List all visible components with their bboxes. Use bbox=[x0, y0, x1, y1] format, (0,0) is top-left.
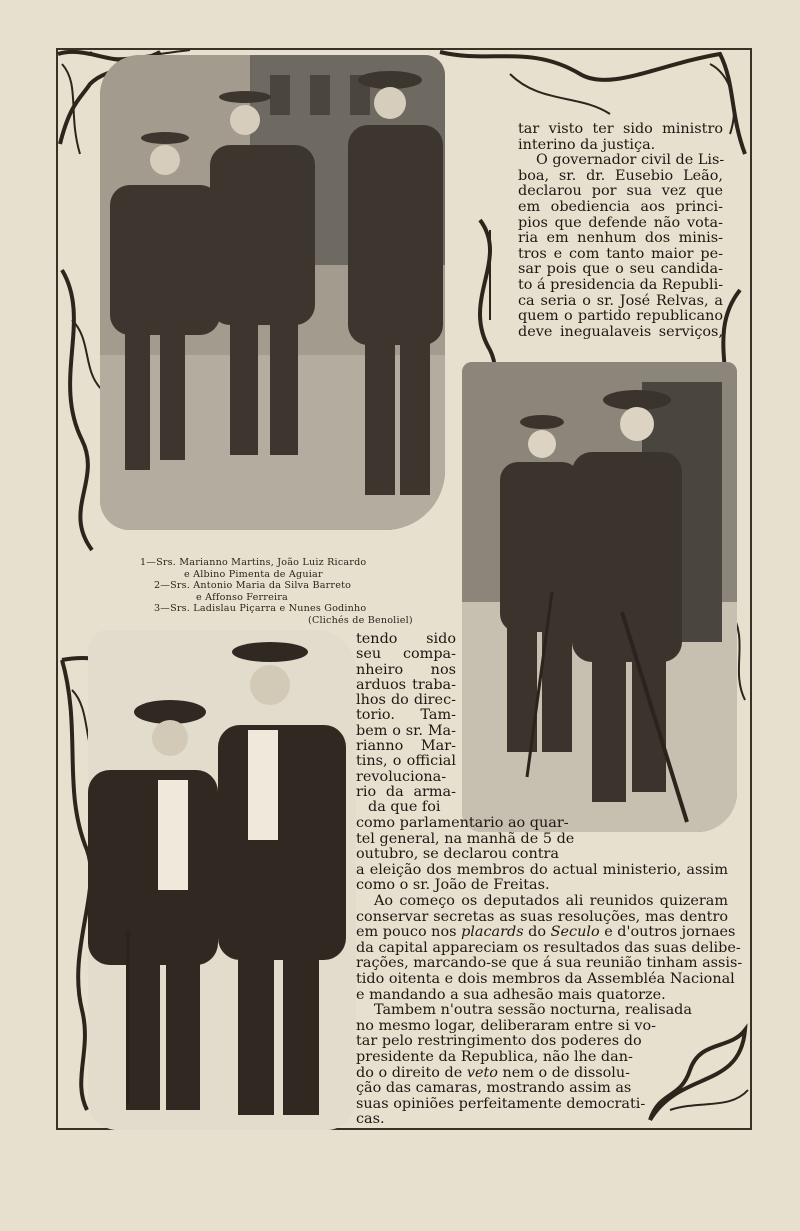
caption-line: e Albino Pimenta de Aguiar bbox=[184, 568, 323, 580]
text-fragment: em pouco nos bbox=[356, 924, 457, 941]
caption-line: 3—Srs. Ladislau Piçarra e Nunes Godinho bbox=[154, 603, 367, 614]
text-line: conservar secretas as suas resoluções, mas dentro bbox=[356, 908, 728, 925]
text-line: tel general, na manhã de 5 de bbox=[356, 830, 575, 847]
text-line: torio. Tam- bbox=[356, 707, 456, 724]
text-line: to á presidencia da Republi- bbox=[518, 276, 724, 293]
text-fragment: do o direito de bbox=[356, 1064, 463, 1081]
text-line: nheiro nos bbox=[356, 661, 456, 678]
text-line: deve inegualaveis serviços, bbox=[518, 323, 723, 340]
text-line: rio da arma- bbox=[356, 783, 456, 800]
text-line: ca seria o sr. José Relvas, a bbox=[518, 292, 723, 309]
text-line: seu compa- bbox=[356, 646, 456, 663]
text-line: a eleição dos membros do actual ministerio, assim bbox=[356, 861, 728, 878]
text-line: interino da justiça. bbox=[518, 136, 656, 153]
caption-line: e Affonso Ferreira bbox=[196, 591, 288, 603]
text-line: tido oitenta e dois membros da Assembléa Nacional bbox=[356, 970, 735, 987]
text-line: tar visto ter sido ministro bbox=[518, 121, 723, 137]
text-line: da que foi bbox=[368, 799, 441, 816]
text-line: bem o sr. Ma- bbox=[356, 722, 456, 739]
text-line: rianno Mar- bbox=[356, 738, 456, 755]
photo-three-men bbox=[100, 55, 445, 530]
text-line: quem o partido republicano bbox=[518, 308, 723, 325]
photo-two-men-standing bbox=[88, 630, 356, 1130]
text-line: declarou por sua vez que bbox=[518, 183, 723, 200]
text-line: sar pois que o seu candida- bbox=[518, 261, 723, 278]
text-line: Tambem n'outra sessão nocturna, realisada bbox=[374, 1002, 692, 1019]
text-line: tar pelo restringimento dos poderes do bbox=[356, 1033, 642, 1050]
text-line: revoluciona- bbox=[356, 768, 447, 785]
text-line: lhos do direc- bbox=[356, 692, 456, 709]
text-line-with-italics bbox=[356, 1066, 651, 1082]
text-line: ção das camaras, mostrando assim as bbox=[356, 1080, 632, 1097]
text-line: Ao começo os deputados ali reunidos quizeram bbox=[374, 892, 728, 909]
article-column-bottom bbox=[356, 815, 743, 1128]
text-line: arduos traba- bbox=[356, 676, 456, 693]
text-line-with-italics bbox=[356, 924, 736, 941]
text-fragment: nem o de dissolu- bbox=[502, 1064, 631, 1081]
photo-two-men-walking bbox=[462, 362, 737, 832]
caption-credit: (Clichés de Benoliel) bbox=[308, 614, 413, 626]
text-line: e mandando a sua adhesão mais quatorze. bbox=[356, 986, 666, 1003]
italic-term: veto bbox=[466, 1064, 498, 1081]
caption-line: 2—Srs. Antonio Maria da Silva Barreto bbox=[154, 580, 352, 591]
text-line: presidente da Republica, não lhe dan- bbox=[356, 1048, 633, 1065]
text-line: como o sr. João de Freitas. bbox=[356, 877, 550, 894]
article-column-right-top bbox=[518, 122, 723, 340]
text-line: ria em nenhum dos minis- bbox=[518, 230, 723, 247]
text-line: rações, marcando-se que á sua reunião tinham assis- bbox=[356, 955, 743, 972]
article-column-narrow bbox=[356, 632, 456, 816]
text-line: pios que defende não vota- bbox=[518, 214, 723, 231]
text-line: suas opiniões perfeitamente democrati- bbox=[356, 1095, 646, 1112]
text-line: cas. bbox=[356, 1111, 385, 1128]
text-line: tros e com tanto maior pe- bbox=[518, 245, 723, 262]
text-line: boa, sr. dr. Eusebio Leão, bbox=[518, 167, 723, 184]
text-line: O governador civil de Lis- bbox=[536, 152, 725, 169]
text-fragment: do bbox=[528, 924, 547, 941]
text-line: tins, o official bbox=[356, 753, 456, 770]
italic-term: placards bbox=[461, 924, 524, 941]
text-line: outubro, se declarou contra bbox=[356, 846, 559, 863]
text-line: no mesmo logar, deliberaram entre si vo- bbox=[356, 1017, 656, 1034]
caption-line: 1—Srs. Marianno Martins, João Luiz Ricardo bbox=[140, 557, 367, 568]
text-fragment: e d'outros jornaes bbox=[604, 924, 736, 941]
text-line: da capital appareciam os resultados das suas delibe- bbox=[356, 939, 741, 956]
photo-caption bbox=[140, 557, 413, 626]
italic-term: Seculo bbox=[550, 924, 600, 941]
text-line: em obediencia aos princi- bbox=[518, 198, 723, 215]
text-line: como parlamentario ao quar- bbox=[356, 815, 569, 831]
text-line: tendo sido bbox=[356, 631, 456, 647]
